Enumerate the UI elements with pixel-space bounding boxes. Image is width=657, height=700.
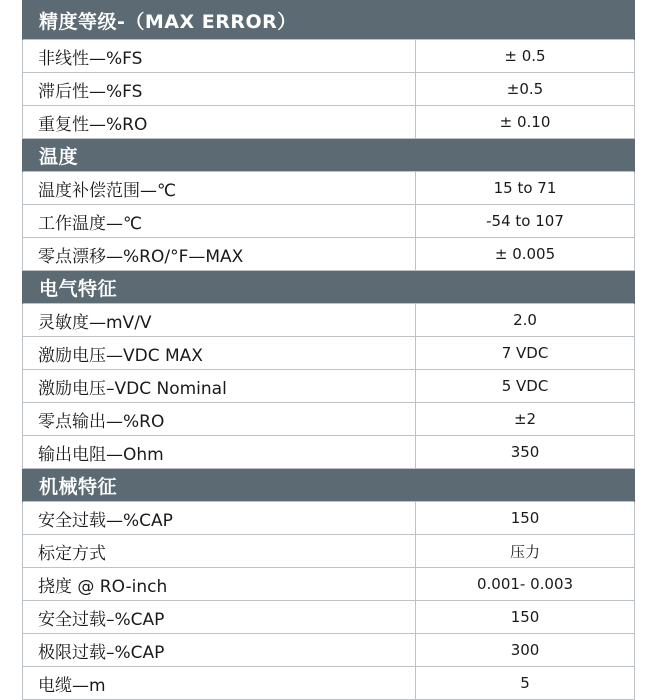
spec-label: 灵敏度—mV/V <box>23 304 416 337</box>
table-row <box>23 601 635 634</box>
table-row <box>23 73 635 106</box>
spec-value: ± 0.10 <box>416 106 635 139</box>
spec-label: 非线性—%FS <box>23 40 416 73</box>
spec-table <box>22 0 635 700</box>
section-title: 温度 <box>23 139 635 172</box>
spec-label: 零点输出—%RO <box>23 403 416 436</box>
spec-value: ± 0.5 <box>416 40 635 73</box>
spec-value: -54 to 107 <box>416 205 635 238</box>
spec-value: ±2 <box>416 403 635 436</box>
spec-label: 零点漂移—%RO/°F—MAX <box>23 238 416 271</box>
section-title: 电气特征 <box>23 271 635 304</box>
table-row <box>23 106 635 139</box>
table-row <box>23 40 635 73</box>
spec-value: 压力 <box>416 535 635 568</box>
spec-value: 15 to 71 <box>416 172 635 205</box>
spec-label: 极限过载–%CAP <box>23 634 416 667</box>
spec-label: 安全过载–%CAP <box>23 601 416 634</box>
spec-label: 激励电压–VDC Nominal <box>23 370 416 403</box>
spec-value: 350 <box>416 436 635 469</box>
spec-value: 2.0 <box>416 304 635 337</box>
spec-value: 7 VDC <box>416 337 635 370</box>
spec-value: 300 <box>416 634 635 667</box>
spec-label: 滞后性—%FS <box>23 73 416 106</box>
table-row <box>23 667 635 700</box>
section-header-accuracy <box>23 0 635 40</box>
table-row <box>23 436 635 469</box>
spec-value: 0.001- 0.003 <box>416 568 635 601</box>
table-row <box>23 535 635 568</box>
spec-label: 电缆—m <box>23 667 416 700</box>
spec-value: ± 0.005 <box>416 238 635 271</box>
spec-label: 工作温度—℃ <box>23 205 416 238</box>
table-row <box>23 238 635 271</box>
spec-value: ±0.5 <box>416 73 635 106</box>
table-row <box>23 370 635 403</box>
section-header-electrical <box>23 271 635 304</box>
table-row <box>23 568 635 601</box>
table-row <box>23 634 635 667</box>
spec-value: 5 VDC <box>416 370 635 403</box>
section-header-mechanical <box>23 469 635 502</box>
spec-label: 标定方式 <box>23 535 416 568</box>
spec-value: 150 <box>416 502 635 535</box>
section-header-temperature <box>23 139 635 172</box>
table-row <box>23 502 635 535</box>
table-row <box>23 205 635 238</box>
spec-label: 激励电压—VDC MAX <box>23 337 416 370</box>
spec-label: 重复性—%RO <box>23 106 416 139</box>
spec-label: 安全过载—%CAP <box>23 502 416 535</box>
spec-value: 5 <box>416 667 635 700</box>
section-title: 机械特征 <box>23 469 635 502</box>
table-row <box>23 304 635 337</box>
spec-label: 输出电阻—Ohm <box>23 436 416 469</box>
section-title: 精度等级-（MAX ERROR） <box>23 0 635 40</box>
spec-value: 150 <box>416 601 635 634</box>
spec-label: 温度补偿范围—℃ <box>23 172 416 205</box>
table-row <box>23 337 635 370</box>
table-row <box>23 403 635 436</box>
spec-label: 挠度 @ RO-inch <box>23 568 416 601</box>
table-row <box>23 172 635 205</box>
